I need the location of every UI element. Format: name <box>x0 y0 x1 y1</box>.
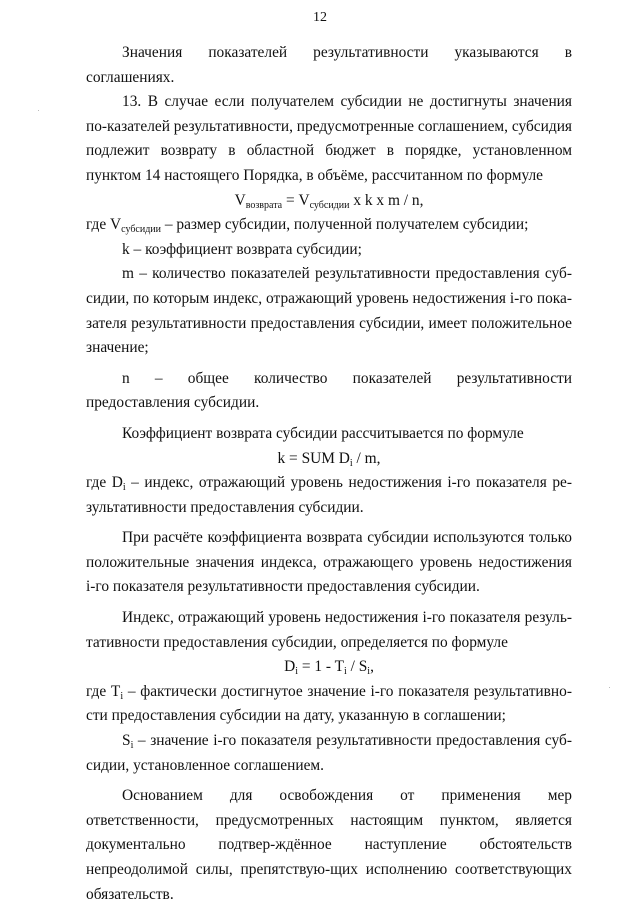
p12-pre: S <box>122 732 131 750</box>
f3-c: / S <box>346 658 368 676</box>
f3-sub-c: i <box>367 666 371 678</box>
formula-index <box>86 655 572 680</box>
paragraph-8 <box>86 471 572 520</box>
paragraph-12 <box>86 729 572 778</box>
paragraph-7: Коэффициент возврата субсидии рассчитывается по формуле <box>122 424 524 442</box>
formula-sub-return: возврата <box>245 199 283 211</box>
f3-b: = 1 - T <box>297 658 344 676</box>
p3-sub: субсидии <box>121 224 162 236</box>
f3-sub-a: i <box>295 666 298 678</box>
formula-return-volume <box>86 189 572 214</box>
page-number: 12 <box>313 10 327 25</box>
scan-speck <box>609 687 610 688</box>
p12-sub: i <box>130 740 134 752</box>
p11-sub: i <box>120 690 124 702</box>
f3-a: D <box>284 658 296 676</box>
paragraph-6: n – общее количество показателей результативности предоставления субсидии. <box>86 369 572 412</box>
paragraph-2: 13. В случае если получателем субсидии не достигнуты значения по-казателей результативности, предусмотренные соглашением, субсидия подлежит возврату в областной бюджет в порядке, установленном пунктом 14 настоящего Порядка, в объёме, рассчитанном по формуле <box>86 93 573 184</box>
paragraph-5: m – количество показателей результативности предоставления суб-сидии, по которым индекс, отражающий уровень недостижения i-го пока-зателя результативности предоставления субсидии, имеет положительное значение; <box>86 265 572 357</box>
p8-sub: i <box>122 482 126 494</box>
p3-pre: где V <box>86 216 122 234</box>
p8-pre: где D <box>86 474 123 492</box>
paragraph-1: Значения показателей результативности указываются в соглашениях. <box>86 44 572 86</box>
p11-post: – фактически достигнутое значение i-го показателя результативно-сти предоставления субсидии на дату, указанную в соглашении; <box>86 682 572 725</box>
f2-sub: i <box>349 457 353 469</box>
p11-pre: где T <box>86 682 121 700</box>
formula-eq: = V <box>282 191 310 209</box>
scan-speck <box>38 110 39 111</box>
document-body <box>86 41 572 907</box>
paragraph-9: При расчёте коэффициента возврата субсидии используются только положительные значения индекса, отражающего уровень недостижения i-го показателя результативности предоставления субсидии. <box>86 529 572 596</box>
f3-d: , <box>370 658 374 676</box>
paragraph-10: Индекс, отражающий уровень недостижения i-го показателя резуль-тативности предоставления субсидии, определяется по формуле <box>86 609 572 651</box>
formula-v: V <box>234 191 246 209</box>
p12-post: – значение i-го показателя результативности предоставления суб-сидии, установленное соглашением. <box>86 732 572 774</box>
formula-rest: x k x m / n, <box>349 191 424 209</box>
formula-coefficient <box>86 447 572 472</box>
paragraph-3 <box>86 213 572 238</box>
f2-post: / m, <box>352 449 381 467</box>
f2-pre: k = SUM D <box>277 449 350 467</box>
f3-sub-b: i <box>343 666 347 678</box>
paragraph-13: Основанием для освобождения от применения мер ответственности, предусмотренных настоящим пунктом, является документально подтвер-ждённое наступление обстоятельств непреодолимой силы, препятствую-щих исполнению соответствующих обязательств. <box>86 787 572 903</box>
formula-sub-subsidy: субсидии <box>309 199 350 211</box>
p8-post: – индекс, отражающий уровень недостижения i-го показателя ре-зультативности предоставления субсидии. <box>86 474 572 516</box>
paragraph-4: k – коэффициент возврата субсидии; <box>122 240 362 258</box>
p3-post: – размер субсидии, полученной получателем субсидии; <box>161 216 529 234</box>
paragraph-11 <box>86 680 572 729</box>
